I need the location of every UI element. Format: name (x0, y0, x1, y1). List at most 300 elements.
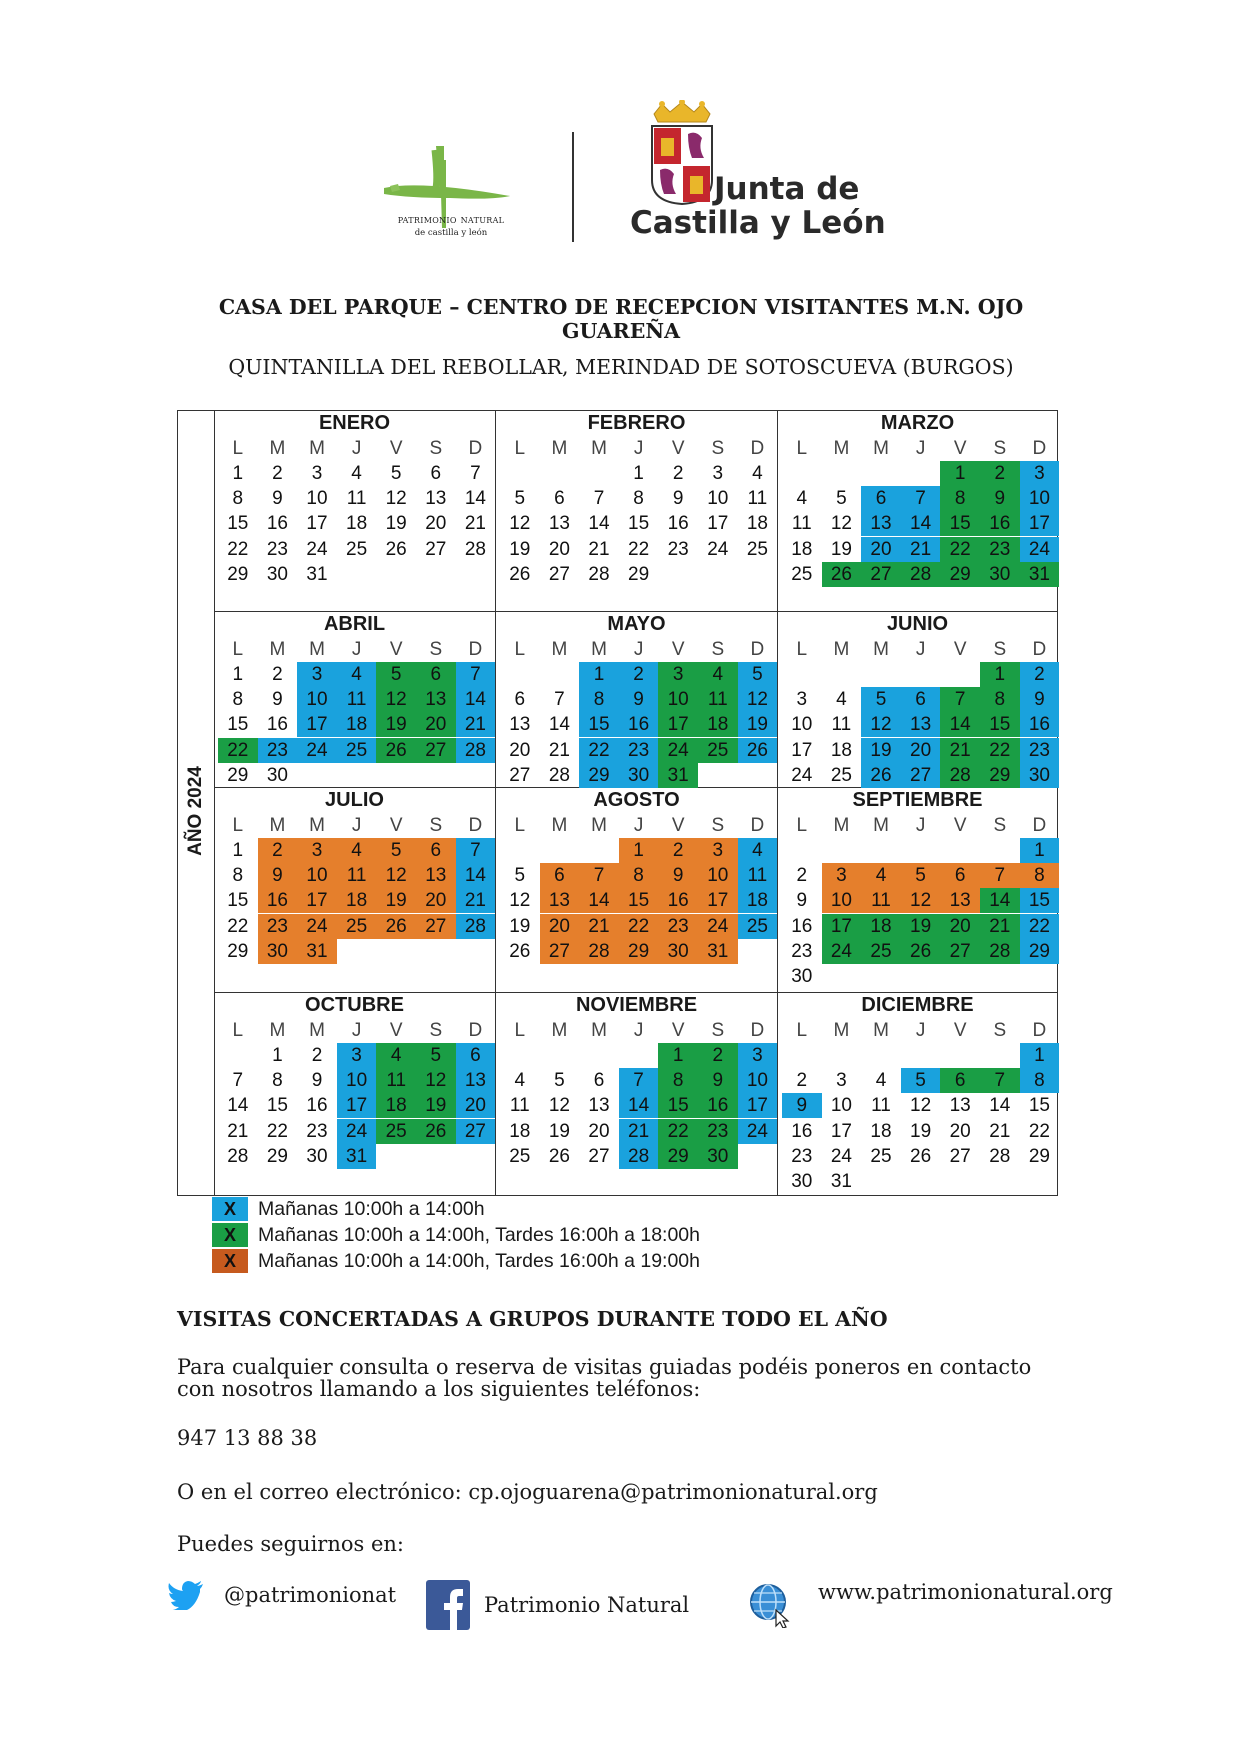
calendar-day: 18 (346, 513, 368, 535)
calendar-day: 9 (258, 863, 298, 888)
calendar-day: 24 (337, 1119, 377, 1144)
month-septiembre (778, 788, 1057, 993)
calendar-day: 11 (346, 488, 367, 510)
calendar-day: 5 (514, 488, 526, 510)
calendar-day: 16 (698, 1093, 738, 1118)
weekday-header: D (1032, 1020, 1047, 1041)
calendar-day: 16 (619, 712, 659, 737)
calendar-day: 1 (658, 1043, 698, 1068)
patrimonio-line1: patrimonio natural (397, 212, 505, 226)
weekday-header: M (551, 438, 568, 459)
calendar-day: 13 (456, 1068, 496, 1093)
social-facebook[interactable] (426, 1580, 689, 1630)
calendar-day: 10 (738, 1068, 778, 1093)
calendar-day: 7 (901, 486, 941, 511)
calendar-day: 2 (698, 1043, 738, 1068)
calendar-day: 9 (782, 1093, 822, 1118)
weekday-header: S (429, 1020, 443, 1041)
calendar-day: 2 (796, 1070, 808, 1092)
calendar-day: 14 (940, 712, 980, 737)
calendar-day: 22 (1020, 914, 1060, 939)
calendar-day: 21 (588, 538, 610, 560)
weekday-header: M (551, 1020, 568, 1041)
calendar-day: 6 (861, 486, 901, 511)
calendar-day: 17 (337, 1093, 377, 1118)
calendar-day: 19 (861, 738, 901, 763)
calendar-day: 14 (980, 888, 1020, 913)
calendar-day: 20 (548, 538, 570, 560)
calendar-day: 29 (1020, 939, 1060, 964)
calendar-day: 26 (910, 1145, 932, 1167)
month-name: ENERO (318, 412, 391, 434)
calendar-day: 5 (390, 463, 402, 484)
weekday-header: D (468, 438, 483, 459)
weekday-header: J (633, 815, 644, 836)
calendar-day: 6 (593, 1070, 605, 1092)
calendar-day: 8 (1020, 863, 1060, 888)
month-noviembre (496, 993, 778, 1195)
calendar-day: 14 (901, 511, 941, 536)
calendar-day: 6 (554, 488, 565, 510)
calendar-day: 28 (588, 563, 610, 585)
calendar-day: 14 (989, 1095, 1011, 1117)
calendar-day: 4 (337, 838, 377, 863)
calendar-day: 27 (548, 563, 570, 585)
weekday-header: V (953, 1020, 967, 1041)
calendar-day: 20 (456, 1093, 496, 1118)
weekday-header: M (591, 1020, 607, 1041)
calendar-day: 2 (619, 662, 659, 687)
weekday-header: L (796, 815, 808, 836)
calendar-day: 21 (548, 739, 570, 761)
calendar-day: 9 (1020, 687, 1060, 712)
calendar-day: 3 (796, 689, 808, 711)
calendar-day: 20 (509, 739, 531, 761)
calendar-day: 21 (227, 1120, 249, 1142)
calendar-day: 30 (658, 939, 698, 964)
calendar-day: 18 (791, 538, 813, 560)
calendar-day: 26 (509, 563, 531, 585)
calendar-day: 4 (698, 662, 738, 687)
calendar-day: 24 (658, 738, 698, 763)
calendar-day: 20 (940, 914, 980, 939)
social-twitter[interactable] (168, 1580, 396, 1610)
calendar-day: 13 (509, 714, 531, 736)
logo-divider (572, 132, 574, 242)
calendar-day: 23 (698, 1119, 738, 1144)
calendar-day: 7 (470, 463, 481, 484)
calendar-day: 2 (672, 463, 684, 484)
calendar-day: 1 (633, 463, 644, 484)
calendar-day: 8 (980, 687, 1020, 712)
calendar-day: 7 (456, 838, 496, 863)
calendar-day: 16 (667, 513, 689, 535)
header-logos (380, 100, 900, 250)
calendar-day: 10 (297, 687, 337, 712)
calendar-day: 7 (980, 863, 1020, 888)
calendar-day: 16 (791, 1120, 813, 1142)
calendar-day: 28 (456, 914, 496, 939)
facebook-icon (426, 1580, 470, 1630)
month-name: OCTUBRE (305, 994, 404, 1016)
calendar-day: 4 (875, 1070, 887, 1092)
month-octubre (214, 993, 496, 1195)
calendar-day: 30 (266, 563, 288, 585)
calendar-day: 5 (416, 1043, 456, 1068)
calendar-day: 18 (738, 888, 778, 913)
calendar-day: 28 (619, 1144, 659, 1169)
month-name: NOVIEMBRE (575, 994, 698, 1016)
weekday-header: D (1032, 815, 1047, 836)
calendar-day: 29 (1028, 1145, 1050, 1167)
calendar-day: 14 (464, 488, 486, 510)
legend-item (212, 1196, 700, 1222)
calendar-day: 11 (698, 687, 738, 712)
calendar-day: 15 (658, 1093, 698, 1118)
calendar-day: 25 (698, 738, 738, 763)
calendar-day: 10 (698, 863, 738, 888)
calendar-day: 10 (658, 687, 698, 712)
calendar-day: 10 (1020, 486, 1060, 511)
calendar-day: 24 (738, 1119, 778, 1144)
calendar-day: 30 (698, 1144, 738, 1169)
calendar-day: 5 (376, 838, 416, 863)
weekday-header: D (750, 639, 765, 660)
calendar-day: 27 (901, 763, 941, 788)
junta-line2: Castilla y León (630, 205, 886, 241)
calendar-day: 13 (416, 687, 456, 712)
calendar-day: 24 (1020, 537, 1060, 562)
weekday-header: S (993, 438, 1007, 459)
calendar-day: 31 (658, 763, 698, 788)
legend-text: Mañanas 10:00h a 14:00h (258, 1197, 485, 1220)
calendar-day: 2 (311, 1045, 323, 1066)
calendar-day: 27 (416, 738, 456, 763)
follow-us-label: Puedes seguirnos en: (177, 1532, 404, 1556)
calendar-day: 12 (376, 863, 416, 888)
weekday-header: V (953, 438, 967, 459)
social-web[interactable] (748, 1580, 1113, 1628)
calendar-day: 11 (747, 488, 768, 510)
calendar-day: 1 (579, 662, 619, 687)
calendar-day: 26 (416, 1119, 456, 1144)
weekday-header: D (750, 815, 765, 836)
weekday-header: M (591, 438, 607, 459)
weekday-header: V (953, 639, 967, 660)
calendar-day: 2 (658, 838, 698, 863)
calendar-day: 10 (337, 1068, 377, 1093)
legend-swatch: X (212, 1249, 248, 1273)
calendar-day: 19 (509, 915, 531, 937)
weekday-header: J (915, 438, 926, 459)
calendar-day: 7 (980, 1068, 1020, 1093)
calendar-day: 6 (456, 1043, 496, 1068)
weekday-header: L (796, 1020, 808, 1041)
calendar-day: 2 (796, 865, 808, 887)
calendar-day: 19 (509, 538, 531, 560)
calendar-day: 21 (980, 914, 1020, 939)
calendar-day: 22 (218, 738, 258, 763)
calendar-day: 11 (791, 513, 812, 535)
calendar-day: 9 (658, 863, 698, 888)
calendar-day: 8 (940, 486, 980, 511)
month-abril (214, 612, 496, 788)
calendar-day: 24 (830, 1145, 852, 1167)
calendar-day: 6 (416, 838, 456, 863)
weekday-header: M (269, 815, 286, 836)
calendar-day: 15 (619, 888, 659, 913)
calendar-day: 22 (980, 738, 1020, 763)
weekday-header: M (833, 639, 850, 660)
calendar-day: 8 (633, 488, 644, 510)
calendar-day: 4 (337, 662, 377, 687)
weekday-header: D (750, 438, 765, 459)
calendar-day: 5 (836, 488, 847, 510)
calendar-day: 4 (351, 463, 362, 484)
legend-text: Mañanas 10:00h a 14:00h, Tardes 16:00h a 19:00h (258, 1249, 700, 1272)
calendar-day: 12 (509, 890, 531, 912)
twitter-bird-icon (168, 1580, 204, 1610)
calendar-day: 17 (791, 739, 813, 761)
calendar-day: 23 (258, 914, 298, 939)
calendar-day: 3 (311, 463, 323, 484)
calendar-day: 16 (266, 714, 288, 736)
calendar-day: 6 (940, 1068, 980, 1093)
weekday-header: M (833, 1020, 850, 1041)
groups-title: VISITAS CONCERTADAS A GRUPOS DURANTE TODO EL AÑO (177, 1307, 888, 1331)
calendar-day: 24 (822, 939, 862, 964)
calendar-day: 11 (337, 863, 377, 888)
calendar-day: 31 (297, 939, 337, 964)
calendar-day: 10 (297, 863, 337, 888)
calendar-day: 27 (456, 1119, 496, 1144)
calendar-day: 29 (227, 764, 249, 786)
calendar-day: 12 (738, 687, 778, 712)
calendar-day: 31 (337, 1144, 377, 1169)
calendar-day: 9 (672, 488, 684, 510)
calendar-day: 24 (306, 538, 328, 560)
calendar-day: 2 (258, 838, 298, 863)
calendar-day: 22 (628, 538, 650, 560)
calendar-day: 20 (588, 1120, 610, 1142)
calendar-day: 5 (514, 865, 526, 887)
calendar-day: 25 (376, 1119, 416, 1144)
calendar-day: 14 (579, 888, 619, 913)
weekday-header: M (269, 1020, 286, 1041)
weekday-header: M (873, 438, 889, 459)
calendar-day: 27 (509, 764, 531, 786)
calendar-day: 23 (791, 940, 813, 962)
facebook-page: Patrimonio Natural (484, 1593, 690, 1617)
calendar-day: 27 (940, 939, 980, 964)
calendar-day: 22 (227, 538, 249, 560)
calendar-day: 8 (579, 687, 619, 712)
weekday-header: S (711, 1020, 725, 1041)
calendar-day: 29 (628, 563, 650, 585)
calendar-day: 3 (836, 1070, 847, 1092)
calendar-day: 19 (385, 513, 407, 535)
calendar-day: 10 (707, 488, 729, 510)
calendar-day: 18 (376, 1093, 416, 1118)
calendar-day: 20 (540, 914, 580, 939)
calendar-day: 20 (861, 537, 901, 562)
contact-paragraph: Para cualquier consulta o reserva de visitas guiadas podéis poneros en contacto con nosotros llamando a los siguientes teléfonos: (177, 1355, 1032, 1401)
weekday-header: J (915, 1020, 926, 1041)
calendar-day: 23 (1020, 738, 1060, 763)
calendar-day: 31 (306, 563, 328, 585)
calendar-day: 1 (940, 461, 980, 486)
calendar-day: 22 (940, 537, 980, 562)
calendar-day: 23 (619, 738, 659, 763)
calendar-day: 17 (822, 914, 862, 939)
calendar-day: 28 (227, 1145, 249, 1167)
calendar-day: 30 (266, 764, 288, 786)
calendar-day: 9 (272, 689, 283, 711)
calendar-day: 26 (822, 562, 862, 587)
weekday-header: D (468, 815, 483, 836)
calendar-day: 5 (901, 1068, 941, 1093)
calendar-day: 8 (232, 689, 244, 711)
calendar-day: 22 (579, 738, 619, 763)
calendar-day: 13 (588, 1095, 610, 1117)
legend-item (212, 1248, 700, 1274)
calendar-day: 2 (1020, 662, 1060, 687)
calendar-day: 27 (540, 939, 580, 964)
calendar-day: 13 (901, 712, 941, 737)
calendar-day: 23 (791, 1145, 813, 1167)
calendar-day: 12 (385, 488, 407, 510)
calendar-day: 3 (822, 863, 862, 888)
calendar-day: 25 (746, 538, 768, 560)
weekday-header: V (671, 1020, 685, 1041)
calendar-day: 11 (337, 687, 377, 712)
weekday-header: L (232, 438, 244, 459)
month-julio (214, 788, 496, 993)
weekday-header: V (671, 815, 685, 836)
calendar-day: 28 (579, 939, 619, 964)
month-diciembre (778, 993, 1057, 1195)
page-title: CASA DEL PARQUE – CENTRO DE RECEPCION VISITANTES M.N. OJO GUAREÑA (218, 295, 1024, 343)
calendar-day: 4 (861, 863, 901, 888)
calendar-day: 1 (980, 662, 1020, 687)
calendar-day: 23 (980, 537, 1020, 562)
weekday-header: D (1032, 438, 1047, 459)
calendar-day: 27 (416, 914, 456, 939)
calendar-day: 13 (548, 513, 570, 535)
calendar-day: 28 (980, 939, 1020, 964)
calendar-day: 9 (619, 687, 659, 712)
calendar-day: 25 (346, 538, 368, 560)
calendar-day: 6 (416, 662, 456, 687)
calendar-day: 7 (579, 863, 619, 888)
calendar-day: 26 (376, 914, 416, 939)
calendar-day: 2 (980, 461, 1020, 486)
calendar-day: 10 (791, 714, 813, 736)
calendar-day: 12 (910, 1095, 932, 1117)
weekday-header: M (551, 639, 568, 660)
calendar-day: 15 (266, 1095, 288, 1117)
calendar-day: 8 (232, 488, 244, 510)
email-line: O en el correo electrónico: cp.ojoguarena@patrimonionatural.org (177, 1480, 878, 1504)
calendar-day: 27 (949, 1145, 971, 1167)
weekday-header: L (232, 1020, 244, 1041)
calendar-day: 1 (1020, 1043, 1060, 1068)
weekday-header: J (915, 815, 926, 836)
weekday-header: L (796, 438, 808, 459)
calendar-day: 28 (456, 738, 496, 763)
calendar-day: 7 (554, 689, 565, 711)
calendar-day: 20 (901, 738, 941, 763)
calendar-day: 31 (830, 1171, 852, 1192)
calendar-day: 25 (870, 1145, 892, 1167)
month-name: ABRIL (323, 613, 386, 635)
calendar-day: 17 (297, 712, 337, 737)
calendar-day: 16 (258, 888, 298, 913)
calendar-day: 1 (1020, 838, 1060, 863)
calendar-day: 17 (1020, 511, 1060, 536)
calendar-day: 12 (509, 513, 531, 535)
month-marzo (778, 411, 1057, 612)
calendar-day: 23 (658, 914, 698, 939)
calendar-day: 16 (791, 915, 813, 937)
calendar-day: 4 (738, 838, 778, 863)
calendar-day: 17 (658, 712, 698, 737)
weekday-header: M (551, 815, 568, 836)
calendar-day: 16 (266, 513, 288, 535)
calendar-day: 8 (619, 863, 659, 888)
month-mayo (496, 612, 778, 788)
calendar-day: 15 (1020, 888, 1060, 913)
calendar-day: 14 (456, 863, 496, 888)
calendar-day: 2 (272, 463, 283, 484)
calendar-day: 20 (949, 1120, 971, 1142)
weekday-header: S (711, 438, 725, 459)
calendar-day: 17 (297, 888, 337, 913)
calendar-day: 1 (272, 1045, 283, 1066)
weekday-header: M (309, 815, 325, 836)
calendar-day: 11 (831, 714, 852, 736)
calendar-day: 5 (901, 863, 941, 888)
weekday-header: J (915, 639, 926, 660)
calendar-day: 28 (901, 562, 941, 587)
calendar-day: 15 (940, 511, 980, 536)
weekday-header: S (711, 639, 725, 660)
calendar-day: 24 (297, 738, 337, 763)
junta-wordmark (630, 172, 886, 240)
weekday-header: M (833, 815, 850, 836)
calendar-day: 29 (227, 940, 249, 962)
weekday-header: J (351, 438, 362, 459)
calendar-day: 1 (232, 840, 244, 861)
calendar-day: 22 (619, 914, 659, 939)
calendar-day: 25 (791, 563, 813, 585)
calendar-day: 15 (628, 513, 650, 535)
calendar-day: 5 (376, 662, 416, 687)
calendar-day: 3 (738, 1043, 778, 1068)
calendar-day: 14 (456, 687, 496, 712)
month-name: FEBRERO (587, 412, 686, 434)
calendar-day: 20 (425, 513, 447, 535)
calendar-day: 19 (830, 538, 852, 560)
calendar-day: 6 (514, 689, 526, 711)
calendar-day: 15 (227, 890, 249, 912)
weekday-header: M (269, 639, 286, 660)
calendar-day: 12 (376, 687, 416, 712)
weekday-header: J (633, 639, 644, 660)
month-name: DICIEMBRE (861, 994, 974, 1016)
weekday-header: S (429, 815, 443, 836)
calendar-day: 15 (227, 714, 249, 736)
